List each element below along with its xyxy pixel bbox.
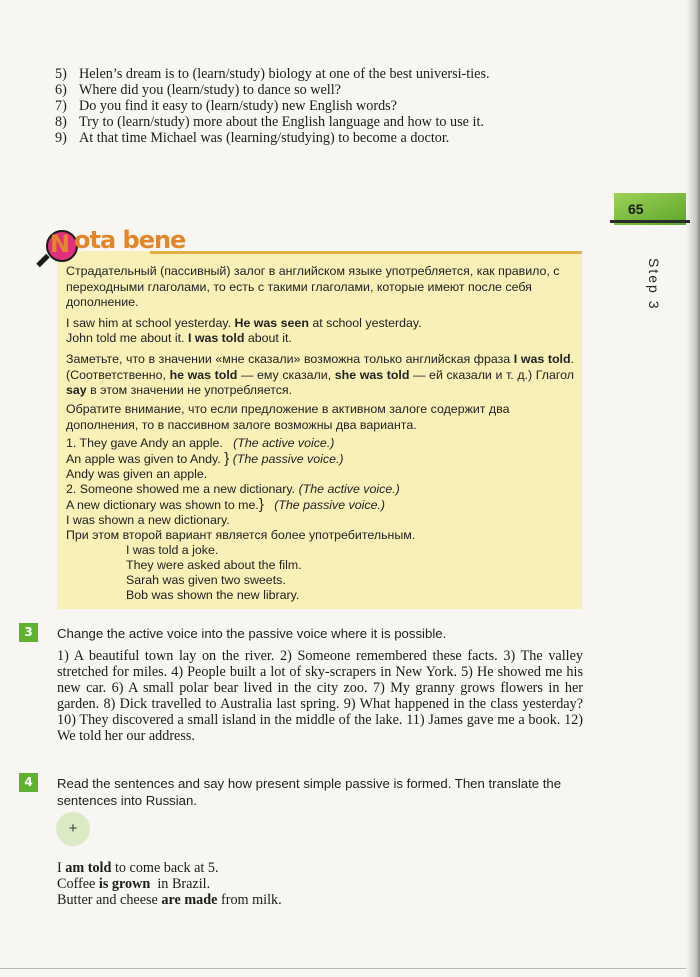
section-label: Step 3	[646, 258, 662, 311]
item-number: 7)	[55, 98, 67, 114]
nb-line: 2. Someone showed me a new dictionary.	[66, 482, 296, 496]
nb-text: about it.	[247, 331, 292, 345]
plain-text: from milk.	[221, 892, 282, 908]
nb-text: Заметьте, что в значении «мне сказали» возможна только английская фраза	[66, 352, 511, 366]
nb-line: They were asked about the film.	[126, 558, 302, 572]
logo-word: ota bene	[74, 226, 186, 254]
nota-bene-logo	[34, 224, 194, 268]
exercise-3-task: Change the active voice into the passive voice where it is possible.	[57, 626, 447, 641]
plain-text: Butter and cheese	[57, 892, 158, 908]
nb-voice-note: (The active voice.)	[298, 482, 400, 496]
exercise-4-task: Read the sentences and say how present simple passive is formed. Then translate the sentences into Russian.	[57, 776, 562, 808]
list-item	[55, 114, 585, 130]
nb-line: A new dictionary was shown to me.	[66, 498, 259, 512]
example-line	[57, 876, 282, 892]
nb-line: I was told a joke.	[126, 543, 219, 557]
logo-letter-n: N	[50, 230, 71, 258]
nb-example-1	[66, 316, 574, 332]
nb-text: at school yesterday.	[312, 316, 422, 330]
page-number: 65	[628, 201, 644, 217]
nb-voice-note: (The passive voice.)	[274, 498, 386, 512]
bold-verb: are made	[161, 892, 218, 908]
exercise-list-continued	[55, 66, 585, 146]
magnifier-handle-icon	[36, 254, 49, 267]
list-item	[55, 98, 585, 114]
list-item	[55, 130, 585, 146]
example-line	[57, 860, 282, 876]
nb-text: . (Соответственно,	[66, 352, 574, 382]
nb-line: Andy was given an apple.	[66, 467, 208, 481]
nb-voice-note: (The passive voice.)	[232, 452, 344, 466]
nb-example-list: 1. They gave Andy an apple. (The active voice.) An apple was given to Andy. } (The passive voice.) Andy was given an apple. 2. Someone showed me a new dictionary. (The active voice.) A new dictionary was shown to me.} (The passive voice.) I was shown a new dictionary. При этом второй вариант является более употребительным. I was told a joke. They were asked about the film. Sarah was given two sweets. Bob was shown the new library.	[66, 436, 574, 603]
nb-line: Bob was shown the new library.	[126, 588, 300, 602]
plain-text: in Brazil.	[157, 876, 211, 892]
list-item	[55, 82, 585, 98]
item-number: 6)	[55, 82, 67, 98]
nb-text: — ему сказали,	[240, 367, 332, 382]
exercise-4-badge: 4	[19, 773, 38, 792]
item-text: At that time Michael was (learning/studying) to become a doctor.	[79, 130, 450, 146]
nb-line: Sarah was given two sweets.	[126, 573, 286, 587]
plain-text: Coffee	[57, 876, 96, 892]
list-item	[55, 66, 585, 82]
item-text: Helen’s dream is to (learn/study) biology at one of the best universi-ties.	[79, 66, 490, 82]
exercise-3-badge: 3	[19, 623, 38, 642]
item-number: 5)	[55, 66, 67, 82]
nb-bold: she was told	[334, 367, 410, 382]
nb-bold: I was told	[187, 331, 245, 345]
page-edge-shadow	[686, 0, 700, 977]
nb-text: I saw him at school yesterday.	[66, 316, 232, 330]
nb-text: John told me about it.	[66, 331, 185, 345]
nb-bold: He was seen	[234, 316, 309, 330]
nb-line: I was shown a new dictionary.	[66, 513, 230, 527]
item-number: 9)	[55, 130, 67, 146]
plain-text: to come back at 5.	[114, 860, 219, 876]
nb-line: 1. They gave Andy an apple.	[66, 436, 223, 450]
plus-icon: +	[56, 812, 90, 846]
item-text: Where did you (learn/study) to dance so well?	[79, 82, 341, 98]
nb-example-2	[66, 331, 574, 347]
nota-bene-rule	[150, 251, 582, 254]
nb-paragraph-2	[66, 352, 574, 399]
nb-line: При этом второй вариант является более употребительным.	[66, 528, 416, 542]
bold-verb: am told	[65, 860, 112, 876]
item-number: 8)	[55, 114, 67, 130]
page-tab-rule	[610, 220, 690, 223]
nb-line: An apple was given to Andy.	[66, 452, 221, 466]
bold-verb: is grown	[98, 876, 151, 892]
nb-bold: say	[66, 383, 87, 397]
exercise-3-body: 1) A beautiful town lay on the river. 2) Someone remembered these facts. 3) The valley stretched for miles. 4) People built a lot of sky-scrapers in New York. 5) He showed me his new car. 6) A small polar bear lived in the city zoo. 7) My granny grows flowers in her garden. 8) Dick travelled to Australia last spring. 9) What happened in the class yesterday? 10) They discovered a small island in the middle of the lake. 11) James gave me a book. 12) We told her our address.	[57, 648, 583, 744]
nb-bold: I was told	[513, 352, 571, 366]
item-text: Do you find it easy to (learn/study) new English words?	[79, 98, 397, 114]
nb-paragraph-3: Обратите внимание, что если предложение в активном залоге содержит два дополнения, то в пассивном залоге возможны два варианта.	[66, 402, 510, 432]
exercise-4-examples	[57, 860, 282, 908]
nb-voice-note: (The active voice.)	[233, 436, 335, 450]
nb-text: — ей сказали и т. д.) Глагол	[413, 367, 574, 382]
nb-paragraph-1: Страдательный (пассивный) залог в английском языке употребляется, как правило, с переходными глаголами, то есть с такими глаголами, которые имеют после себя дополнение.	[66, 264, 560, 309]
nb-bold: he was told	[169, 367, 238, 382]
page-bottom-rule	[0, 968, 686, 969]
nb-text: в этом значении не употребляется.	[90, 383, 293, 397]
example-line	[57, 892, 282, 908]
plain-text: I	[57, 860, 62, 876]
item-text: Try to (learn/study) more about the English language and how to use it.	[79, 114, 484, 130]
